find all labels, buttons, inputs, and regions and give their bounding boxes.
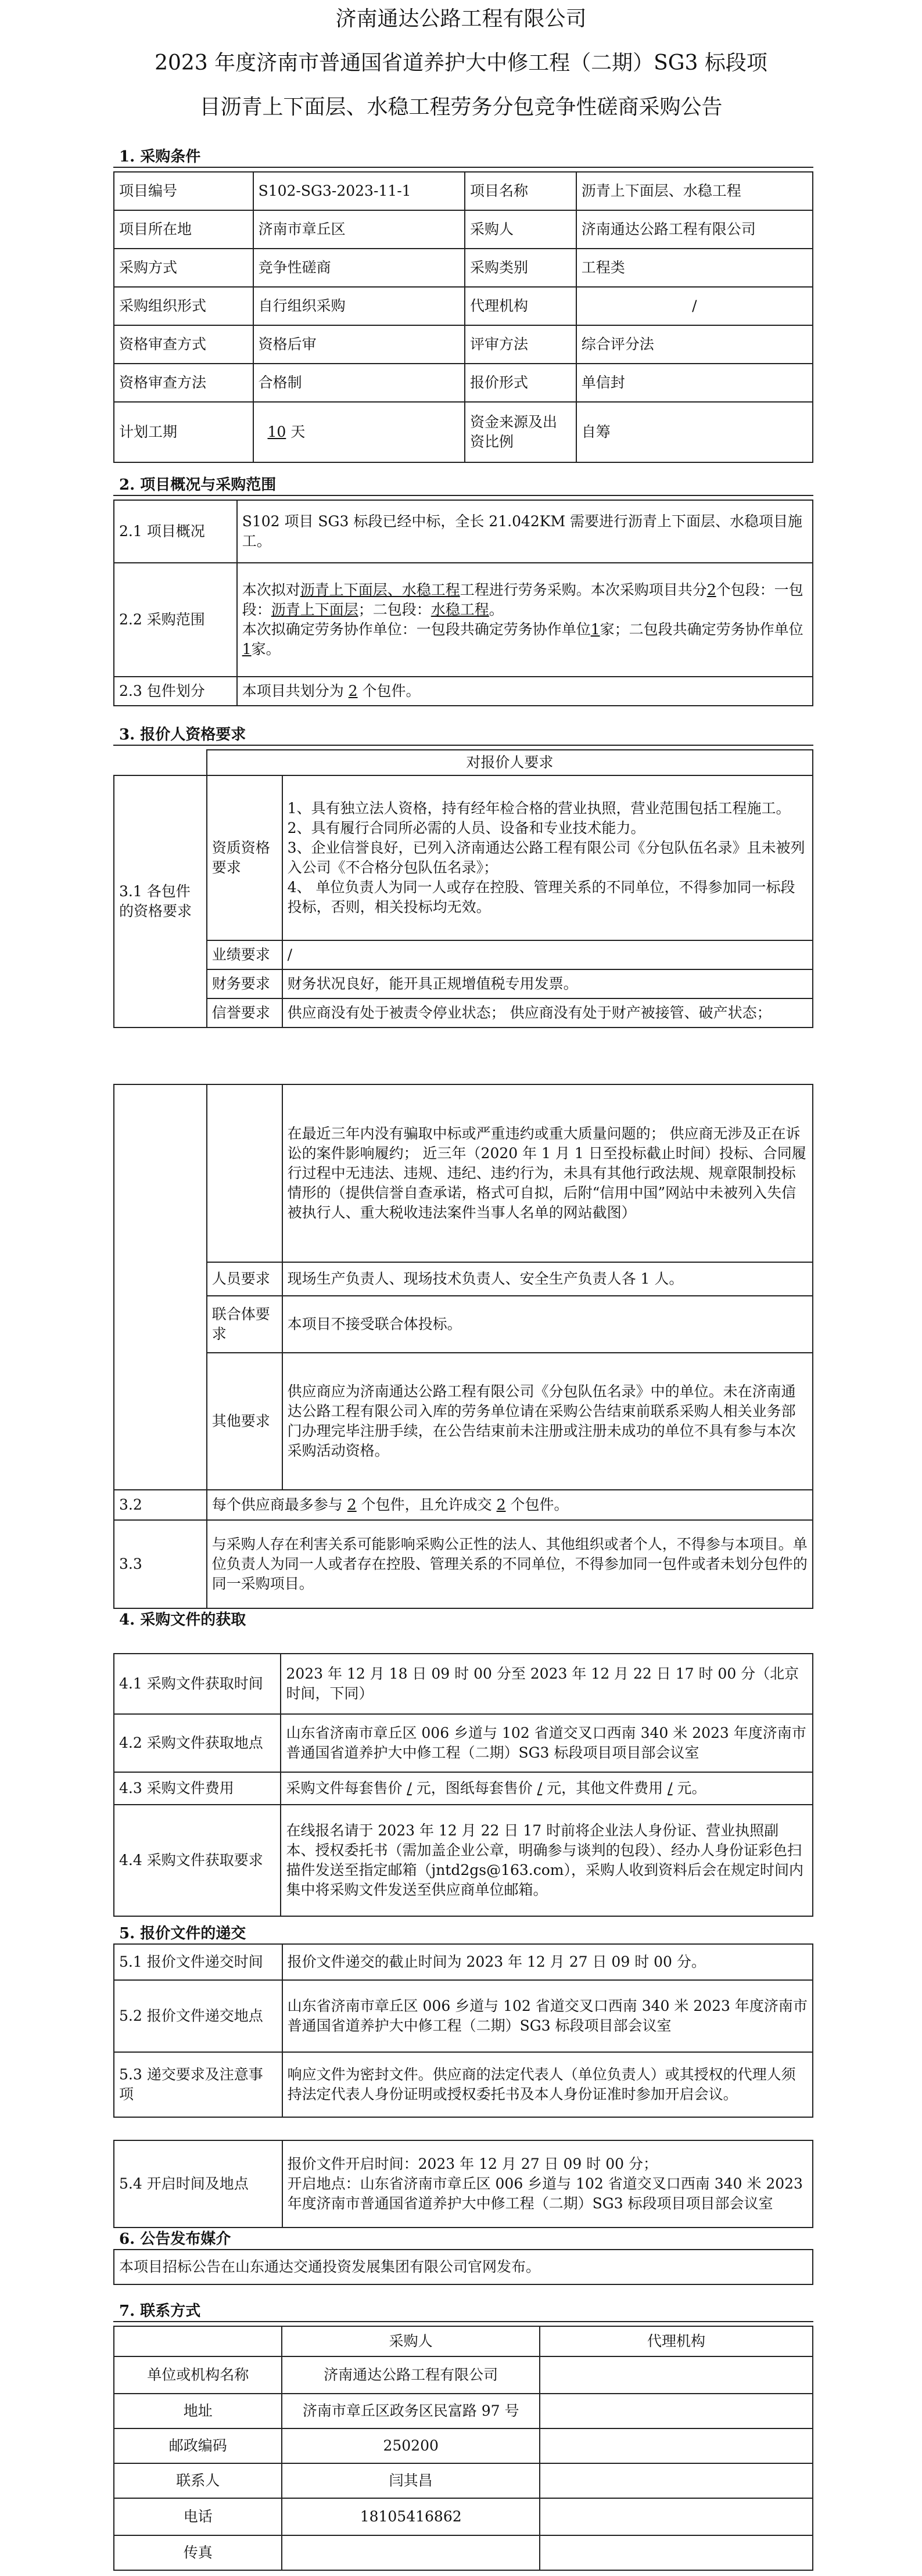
value-submit-notes: 响应文件为密封文件。供应商的法定代表人（单位负责人）或其授权的代理人须持法定代表人身份证明或授权委托书及本人身份证准时参加开启会议。 — [282, 2052, 813, 2117]
label-package-qualification: 3.1 各包件的资格要求 — [114, 775, 207, 1027]
rule32-text-e: 个包件。 — [510, 1496, 569, 1513]
value-acquire-requirements: 在线报名请于 2023 年 12 月 22 日 17 时前将企业法人身份证、营业执照副本、授权委托书（需加盖企业公章，明确参与谈判的包段）、经办人身份证彩色扫描件发送至指定邮箱（jntd2gs@163.com），采购人收到资料后会在规定时间内集中将采购文件发送至供应商单位邮箱。 — [281, 1805, 813, 1916]
section7-title: 7. 联系方式 — [119, 2302, 201, 2320]
value-agency: / — [576, 287, 813, 325]
label-scope: 2.2 采购范围 — [114, 563, 237, 677]
scope-text-k: 1 — [590, 621, 600, 638]
value-submit-time: 报价文件递交的截止时间为 2023 年 12 月 27 日 09 时 00 分。 — [282, 1944, 813, 1980]
value-quote-form: 单信封 — [576, 364, 813, 402]
scope-text-g: ；二包段： — [358, 601, 431, 618]
scope-text-l: 家；二包段共确定劳务协作单位 — [600, 621, 803, 638]
contact-table — [113, 2326, 813, 2571]
contact-value-address: 济南市章丘区政务区民富路 97 号 — [282, 2394, 539, 2428]
label-qualification: 资质资格要求 — [207, 775, 282, 940]
contact-label-phone: 电话 — [114, 2498, 282, 2535]
label-credit: 信誉要求 — [207, 998, 282, 1027]
submission-table — [113, 1943, 813, 2118]
label-packages: 2.3 包件划分 — [114, 677, 237, 706]
value-evaluation: 综合评分法 — [576, 325, 813, 364]
scope-text-f: 沥青上下面层 — [271, 601, 358, 618]
contact-agency-phone — [540, 2498, 813, 2535]
project-overview-table — [113, 500, 813, 706]
label-staff: 人员要求 — [207, 1262, 282, 1296]
label-duration: 计划工期 — [114, 402, 253, 462]
opening-table — [113, 2140, 813, 2228]
contact-corner — [114, 2326, 282, 2356]
scope-text-e: 个包段：一包段： — [242, 581, 803, 618]
packages-text-a: 本项目共划分为 — [242, 682, 344, 699]
label-location: 项目所在地 — [114, 210, 253, 249]
value-review-method: 合格制 — [253, 364, 465, 402]
section6-title: 6. 公告发布媒介 — [119, 2230, 231, 2248]
value-duration — [253, 402, 465, 462]
contact-agency-org — [540, 2356, 813, 2394]
label-finance: 财务要求 — [207, 969, 282, 998]
rule32-text-c: 个包件，且允许成交 — [361, 1496, 492, 1513]
value-overview: S102 项目 SG3 标段已经中标，全长 21.042KM 需要进行沥青上下面层、水稳项目施工。 — [237, 500, 813, 563]
document-header — [0, 3, 922, 123]
value-qualification: 1、具有独立法人资格，持有经年检合格的营业执照，营业范围包括工程施工。 2、具有履行合同所必需的人员、设备和专业技术能力。 3、企业信誉良好，已列入济南通达公路工程有限公司《分包队伍名录》且未被列入公司《不合格分包队伍名录》； 4、 单位负责人为同一人或存在控股、管理关系的不同单位，不得参加同一标段投标，否则，相关投标均无效。 — [282, 775, 813, 940]
value-project-name: 沥青上下面层、水稳工程 — [576, 172, 813, 210]
value-category: 工程类 — [576, 249, 813, 287]
label-organization: 采购组织形式 — [114, 287, 253, 325]
contact-col-agency: 代理机构 — [540, 2326, 813, 2356]
value-media: 本项目招标公告在山东通达交通投资发展集团有限公司官网发布。 — [114, 2250, 813, 2284]
scope-text-n: 家。 — [251, 641, 281, 658]
value-consortium: 本项目不接受联合体投标。 — [282, 1296, 813, 1353]
label-purchaser: 采购人 — [465, 210, 576, 249]
fee-doc-price: / — [407, 1780, 412, 1797]
label-opening: 5.4 开启时间及地点 — [114, 2140, 282, 2227]
value-fee — [281, 1772, 813, 1805]
value-3-2 — [207, 1490, 813, 1520]
fee-text-c: 元，图纸每套售价 — [416, 1780, 533, 1797]
label-acquire-place: 4.2 采购文件获取地点 — [114, 1714, 281, 1772]
qualification-table-part2 — [113, 1084, 813, 1609]
label-submit-time: 5.1 报价文件递交时间 — [114, 1944, 282, 1980]
contact-value-org: 济南通达公路工程有限公司 — [282, 2356, 539, 2394]
contact-agency-postcode — [540, 2428, 813, 2463]
section2-rule — [113, 495, 813, 496]
qualification-table-part1 — [113, 749, 813, 1028]
label-consortium: 联合体要求 — [207, 1296, 282, 1353]
contact-label-fax: 传真 — [114, 2535, 282, 2570]
label-review-method: 资格审查方法 — [114, 364, 253, 402]
value-3-3: 与采购人存在利害关系可能影响采购公正性的法人、其他组织或者个人，不得参与本项目。单位负责人为同一人或者存在控股、管理关系的不同单位，不得参加同一包件或者未划分包件的同一采购项目。 — [207, 1520, 813, 1608]
label-funding: 资金来源及出资比例 — [465, 402, 576, 462]
value-credit: 供应商没有处于被责令停业状态； 供应商没有处于财产被接管、破产状态； — [282, 998, 813, 1027]
label-quote-form: 报价形式 — [465, 364, 576, 402]
rule32-award-packages: 2 — [496, 1496, 506, 1513]
label-submit-place: 5.2 报价文件递交地点 — [114, 1980, 282, 2052]
label-category: 采购类别 — [465, 249, 576, 287]
label-3-2: 3.2 — [114, 1490, 207, 1520]
label-acquire-requirements: 4.4 采购文件获取要求 — [114, 1805, 281, 1916]
value-finance: 财务状况良好，能开具正规增值税专用发票。 — [282, 969, 813, 998]
value-review-mode: 资格后审 — [253, 325, 465, 364]
continuation-label-cell — [207, 1084, 282, 1262]
section7-rule — [113, 2321, 813, 2322]
value-packages — [237, 677, 813, 706]
section1-title: 1. 采购条件 — [119, 148, 201, 166]
contact-value-phone: 18105416862 — [282, 2498, 539, 2535]
value-method: 竞争性磋商 — [253, 249, 465, 287]
section3-title: 3. 报价人资格要求 — [119, 726, 246, 743]
procurement-conditions-table — [113, 171, 813, 463]
contact-value-fax — [282, 2535, 539, 2570]
scope-text-b: 沥青上下面层、水稳工程 — [300, 581, 460, 598]
fee-other-price: / — [668, 1780, 673, 1797]
section4-title: 4. 采购文件的获取 — [119, 1611, 246, 1629]
contact-agency-address — [540, 2394, 813, 2428]
qualification-left-cell — [114, 1084, 207, 1490]
value-submit-place: 山东省济南市章丘区 006 乡道与 102 省道交叉口西南 340 米 2023 年度济南市普通国省道养护大中修工程（二期）SG3 标段项目部会议室 — [282, 1980, 813, 2052]
duration-unit: 天 — [290, 423, 306, 440]
value-location: 济南市章丘区 — [253, 210, 465, 249]
label-review-mode: 资格审查方式 — [114, 325, 253, 364]
contact-col-purchaser: 采购人 — [282, 2326, 539, 2356]
duration-days: 10 — [267, 423, 286, 440]
section2-title: 2. 项目概况与采购范围 — [119, 476, 277, 494]
contact-label-org: 单位或机构名称 — [114, 2356, 282, 2394]
value-performance: / — [282, 940, 813, 969]
packages-text-c: 个包件。 — [362, 682, 421, 699]
label-performance: 业绩要求 — [207, 940, 282, 969]
contact-label-address: 地址 — [114, 2394, 282, 2428]
label-fee: 4.3 采购文件费用 — [114, 1772, 281, 1805]
scope-text-i: 。 — [489, 601, 504, 618]
scope-text-h: 水稳工程 — [430, 601, 489, 618]
label-project-no: 项目编号 — [114, 172, 253, 210]
value-funding: 自筹 — [576, 402, 813, 462]
rule32-text-a: 每个供应商最多参与 — [211, 1496, 343, 1513]
label-other: 其他要求 — [207, 1353, 282, 1490]
doc-title-line2: 目沥青上下面层、水稳工程劳务分包竞争性磋商采购公告 — [199, 95, 723, 119]
label-3-3: 3.3 — [114, 1520, 207, 1608]
fee-text-e: 元，其他文件费用 — [547, 1780, 663, 1797]
value-organization: 自行组织采购 — [253, 287, 465, 325]
section1-rule — [113, 167, 813, 168]
media-table — [113, 2249, 813, 2285]
value-project-no: S102-SG3-2023-11-1 — [253, 172, 465, 210]
doc-title-line1: 2023 年度济南市普通国省道养护大中修工程（二期）SG3 标段项 — [155, 51, 767, 75]
label-evaluation: 评审方法 — [465, 325, 576, 364]
label-overview: 2.1 项目概况 — [114, 500, 237, 563]
fee-drawing-price: / — [537, 1780, 543, 1797]
value-staff: 现场生产负责人、现场技术负责人、安全生产负责人各 1 人。 — [282, 1262, 813, 1296]
section5-title: 5. 报价文件的递交 — [119, 1925, 246, 1942]
scope-text-c: 工程进行劳务采购。本次采购项目共分 — [460, 581, 707, 598]
contact-agency-fax — [540, 2535, 813, 2570]
qualification-header: 对报价人要求 — [207, 750, 813, 775]
scope-text-m: 1 — [242, 641, 252, 658]
section3-rule — [113, 745, 813, 746]
scope-text-a: 本次拟对 — [242, 581, 300, 598]
contact-value-postcode: 250200 — [282, 2428, 539, 2463]
label-agency: 代理机构 — [465, 287, 576, 325]
value-other: 供应商应为济南通达公路工程有限公司《分包队伍名录》中的单位。未在济南通达公路工程有限公司入库的劳务单位请在采购公告结束前联系采购人相关业务部门办理完毕注册手续，在公告结束前未注册或注册未成功的单位不具有参与本次采购活动资格。 — [282, 1353, 813, 1490]
document-acquisition-table — [113, 1653, 813, 1917]
value-acquire-time: 2023 年 12 月 18 日 09 时 00 分至 2023 年 12 月 22 日 17 时 00 分（北京时间，下同） — [281, 1654, 813, 1714]
scope-text-j: 本次拟确定劳务协作单位：一包段共确定劳务协作单位 — [242, 621, 591, 638]
value-credit-continued: 在最近三年内没有骗取中标或严重违约或重大质量问题的； 供应商无涉及正在诉讼的案件影响履约； 近三年（2020 年 1 月 1 日至投标截止时间）投标、合同履行过程中无违法、违规、违纪、违约行为，未具有其他行政法规、规章限制投标情形的（提供信誉自查承诺，格式可自拟，后附“信用中国”网站中未被列入失信被执行人、重大税收违法案件当事人名单的网站截图） — [282, 1084, 813, 1262]
value-purchaser: 济南通达公路工程有限公司 — [576, 210, 813, 249]
rule32-max-packages: 2 — [347, 1496, 357, 1513]
contact-value-person: 闫其昌 — [282, 2463, 539, 2498]
label-acquire-time: 4.1 采购文件获取时间 — [114, 1654, 281, 1714]
company-title: 济南通达公路工程有限公司 — [335, 7, 587, 31]
contact-label-person: 联系人 — [114, 2463, 282, 2498]
label-project-name: 项目名称 — [465, 172, 576, 210]
label-method: 采购方式 — [114, 249, 253, 287]
label-submit-notes: 5.3 递交要求及注意事项 — [114, 2052, 282, 2117]
fee-text-a: 采购文件每套售价 — [286, 1780, 403, 1797]
packages-count: 2 — [348, 682, 358, 699]
value-opening: 报价文件开启时间：2023 年 12 月 27 日 09 时 00 分； 开启地点：山东省济南市章丘区 006 乡道与 102 省道交叉口西南 340 米 2023 年度济南市普通国省道养护大中修工程（二期）SG3 标段项目项目部会议室 — [282, 2140, 813, 2227]
value-acquire-place: 山东省济南市章丘区 006 乡道与 102 省道交叉口西南 340 米 2023 年度济南市普通国省道养护大中修工程（二期）SG3 标段项目项目部会议室 — [281, 1714, 813, 1772]
fee-text-g: 元。 — [677, 1780, 706, 1797]
contact-label-postcode: 邮政编码 — [114, 2428, 282, 2463]
value-scope — [237, 563, 813, 677]
contact-agency-person — [540, 2463, 813, 2498]
scope-text-d: 2 — [706, 581, 716, 598]
